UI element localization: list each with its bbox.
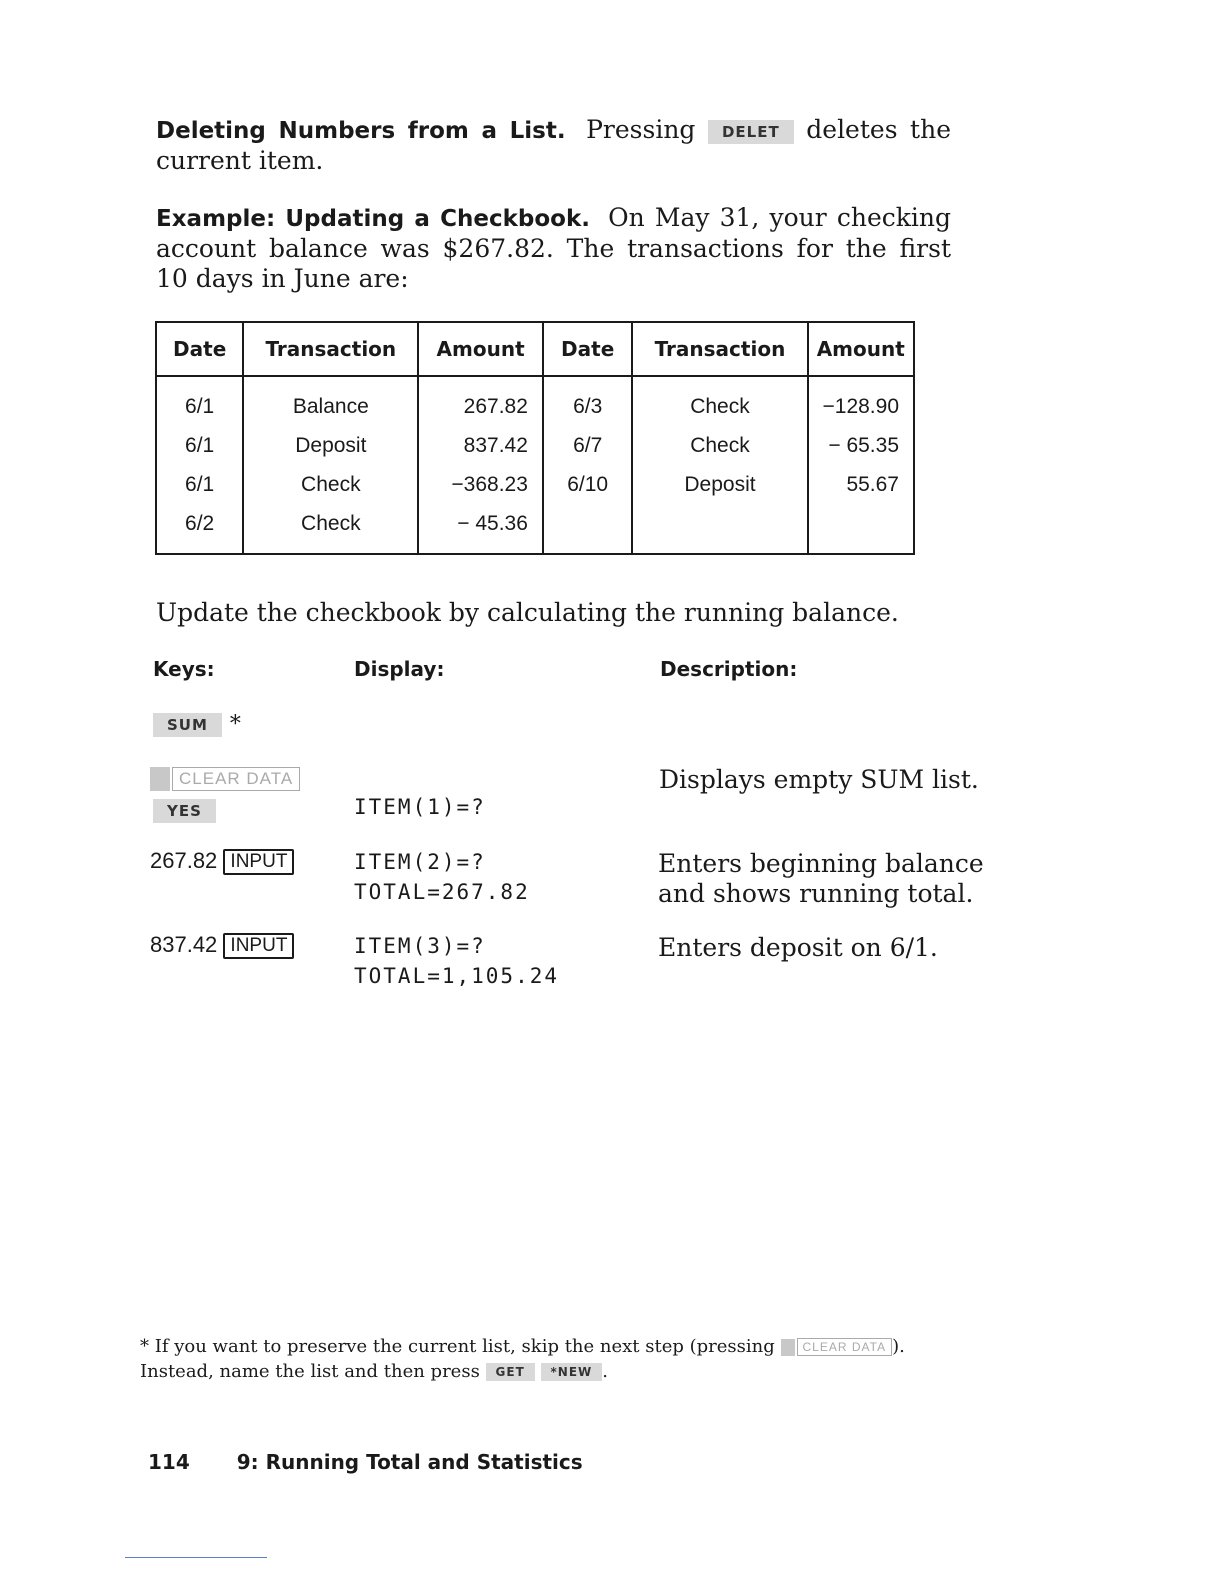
- step2-keys: [150, 845, 294, 876]
- step3-description: Enters deposit on 6/1.: [658, 933, 938, 962]
- step1-description: Displays empty SUM list.: [659, 765, 979, 794]
- chapter-title: 9: Running Total and Statistics: [236, 1450, 583, 1474]
- step3-value: 837.42: [150, 932, 218, 957]
- example-heading: Example: Updating a Checkbook.: [156, 206, 590, 232]
- step3-display-line2: TOTAL=1,105.24: [354, 964, 560, 988]
- cell-amount: 55.67: [808, 465, 915, 504]
- cell-transaction: Balance: [243, 376, 418, 426]
- update-text: Update the checkbook by calculating the running balance.: [156, 598, 899, 627]
- cell-transaction: Check: [632, 376, 807, 426]
- keys-column-heading: Keys:: [153, 657, 215, 681]
- description-column-heading: Description:: [660, 657, 798, 681]
- footnote-asterisk: *: [140, 1336, 149, 1357]
- scan-edge-line: [125, 1557, 267, 1558]
- intro-paragraph: [156, 115, 951, 176]
- get-softkey: GET: [486, 1363, 535, 1381]
- input-key: INPUT: [223, 933, 294, 959]
- step2-display-line1: ITEM(2)=?: [354, 850, 486, 874]
- step3-display-line1: ITEM(3)=?: [354, 934, 486, 958]
- page-number: 114: [148, 1450, 190, 1474]
- example-text: On May 31, your checking account balance was $267.82. The transactions for the first 10 days in June are:: [156, 203, 951, 293]
- cell-date: 6/7: [543, 426, 633, 465]
- yes-softkey: YES: [153, 799, 216, 823]
- cell-transaction: Check: [632, 426, 807, 465]
- cell-date: 6/10: [543, 465, 633, 504]
- shift-key-icon: [150, 767, 170, 791]
- table-row: [156, 426, 914, 465]
- step2-description-line2: and shows running total.: [658, 879, 974, 908]
- sum-key-row: [153, 707, 241, 740]
- cell-date: 6/1: [156, 376, 243, 426]
- cell-amount: 837.42: [418, 426, 543, 465]
- header-date-1: Date: [156, 322, 243, 376]
- transactions-table: [155, 321, 915, 555]
- header-date-2: Date: [543, 322, 633, 376]
- step2-description-line1: Enters beginning balance: [658, 849, 984, 878]
- cell-amount: 267.82: [418, 376, 543, 426]
- new-softkey: *NEW: [541, 1363, 603, 1381]
- cell-transaction: Check: [243, 465, 418, 504]
- step3-keys: [150, 929, 294, 960]
- page-footer: [148, 1450, 583, 1474]
- yes-key-row: [153, 793, 216, 824]
- input-key: INPUT: [223, 849, 294, 875]
- step1-display: ITEM(1)=?: [354, 795, 486, 819]
- cell-transaction: Deposit: [243, 426, 418, 465]
- header-transaction-1: Transaction: [243, 322, 418, 376]
- clear-data-key-row: [150, 761, 300, 792]
- cell-transaction: Check: [243, 504, 418, 554]
- cell-date: 6/1: [156, 465, 243, 504]
- cell-transaction: Deposit: [632, 465, 807, 504]
- delet-softkey: DELET: [708, 120, 794, 144]
- footnote-text-middle: ). Instead, name the list and then press: [140, 1336, 905, 1382]
- header-transaction-2: Transaction: [632, 322, 807, 376]
- table-row: [156, 465, 914, 504]
- cell-date: 6/2: [156, 504, 243, 554]
- display-column-heading: Display:: [354, 657, 445, 681]
- header-amount-1: Amount: [418, 322, 543, 376]
- cell-amount: − 45.36: [418, 504, 543, 554]
- table-row: [156, 504, 914, 554]
- cell-date: [543, 504, 633, 554]
- intro-text-before: Pressing: [586, 115, 696, 144]
- intro-heading: Deleting Numbers from a List.: [156, 118, 566, 144]
- footnote-clear-data-key: CLEAR DATA: [797, 1338, 893, 1356]
- example-paragraph: [156, 203, 951, 294]
- shift-key-icon: [781, 1339, 795, 1356]
- footnote: [140, 1334, 940, 1384]
- cell-date: 6/1: [156, 426, 243, 465]
- cell-amount: −128.90: [808, 376, 915, 426]
- cell-date: 6/3: [543, 376, 633, 426]
- step2-value: 267.82: [150, 848, 218, 873]
- clear-data-key: CLEAR DATA: [172, 767, 300, 791]
- footnote-text-before: If you want to preserve the current list, skip the next step (pressing: [154, 1336, 775, 1357]
- cell-amount: [808, 504, 915, 554]
- cell-amount: − 65.35: [808, 426, 915, 465]
- table-header-row: [156, 322, 914, 376]
- step2-display-line2: TOTAL=267.82: [354, 880, 530, 904]
- sum-softkey: SUM: [153, 713, 222, 737]
- cell-amount: −368.23: [418, 465, 543, 504]
- footnote-marker: *: [229, 712, 241, 737]
- header-amount-2: Amount: [808, 322, 915, 376]
- intro-text-after: deletes the current item.: [156, 115, 952, 175]
- cell-transaction: [632, 504, 807, 554]
- table-row: [156, 376, 914, 426]
- footnote-text-end: .: [602, 1361, 609, 1382]
